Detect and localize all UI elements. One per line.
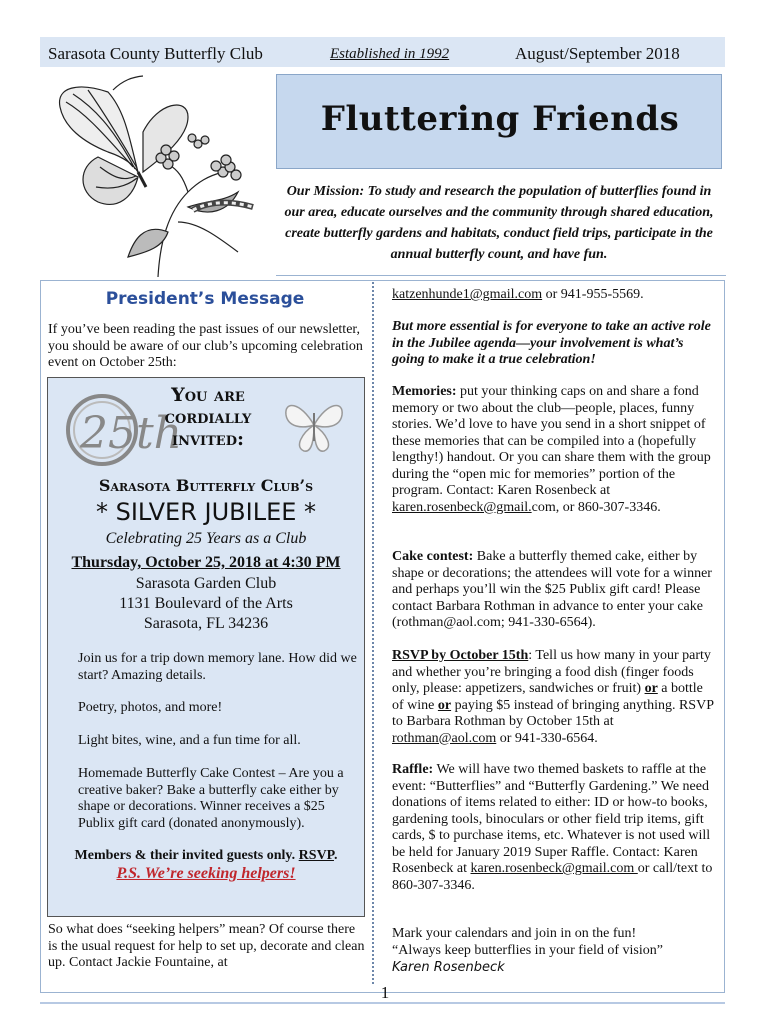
- club-jubilee-line: Sarasota Butterfly Club’s: [98, 476, 314, 495]
- rsvp-email-link[interactable]: rothman@aol.com: [392, 730, 497, 746]
- contact-email-link[interactable]: katzenhunde1@gmail.com: [392, 287, 543, 302]
- raffle-text: We will have two themed baskets to raffle at the event: “Butterflies” and “Butterfly Gardening.” We need donations of items related to either: ID or how-to books, gardening tools, binoculars or other field trip items, gift cards, $ to purchase items, etc. Whatever is not used will be held for January 2019 Super Raffle. Contact: Karen Rosenbeck at: [392, 762, 711, 876]
- cake-label: Cake contest:: [392, 549, 474, 564]
- rsvp-or-1: or: [644, 681, 658, 696]
- memories-tail: com, or 860-307-3346.: [531, 499, 661, 515]
- newsletter-title: Fluttering Friends: [320, 99, 680, 139]
- celebrating-line: Celebrating 25 Years as a Club: [105, 530, 307, 547]
- event-datetime: Thursday, October 25, 2018 at 4:30 PM: [71, 554, 341, 571]
- event-city: Sarasota, FL 34236: [143, 615, 269, 632]
- title-box: [276, 74, 722, 169]
- closing-line-1: Mark your calendars and join in on the fun!: [392, 926, 637, 941]
- seeking-helpers-note: P.S. We’re seeking helpers!: [116, 865, 296, 882]
- rsvp-link[interactable]: RSVP: [298, 848, 334, 863]
- established-note: Established in 1992: [330, 46, 450, 62]
- badge-text: 25th: [80, 408, 183, 459]
- rsvp-paragraph: [392, 648, 717, 747]
- club-name: Sarasota County Butterfly Club: [48, 44, 263, 63]
- contact-line: [392, 287, 717, 304]
- invite-paragraph-3: Light bites, wine, and a fun time for all.: [78, 733, 301, 748]
- rsvp-text-2: a bottle of wine: [392, 681, 703, 713]
- invite-paragraph-1: Join us for a trip down memory lane. How did we start? Amazing details.: [78, 651, 357, 683]
- raffle-paragraph: [392, 762, 717, 894]
- invite-heading: [128, 384, 288, 450]
- rsvp-label: RSVP by October 15th: [392, 648, 529, 663]
- invitation-box: [47, 377, 365, 917]
- silver-jubilee: * SILVER JUBILEE *: [95, 498, 317, 526]
- essential-paragraph: But more essential is for everyone to take an active role in the Jubilee agenda—your involvement is what’s going to make it a true celebration!: [392, 319, 711, 367]
- presidents-message-heading: President’s Message: [105, 289, 305, 309]
- rsvp-text-3: paying $5 instead of bringing anything. RSVP to Barbara Rothman by October 15th at: [392, 697, 714, 729]
- members-text: Members & their invited guests only.: [74, 848, 296, 863]
- invite-line-3: invited:: [171, 428, 244, 450]
- closing-quote: “Always keep butterflies in your field of vision”: [392, 943, 663, 958]
- invite-line-1: You are: [171, 384, 245, 406]
- memories-paragraph: [392, 384, 717, 516]
- rsvp-text-1: : Tell us how many in your party and whether you’re bringing a food dish (finger foods only, please: appetizers, sandwiches or fruit): [392, 648, 711, 696]
- cake-contest-paragraph: [392, 549, 717, 632]
- bottom-rule: [40, 1002, 725, 1004]
- rsvp-or-2: or: [437, 697, 452, 713]
- mission-statement: Our Mission: To study and research the population of butterflies found in our area, educate ourselves and the community through shared education, create butterfly gardens and habitats, conduct field trips, participate in the annual butterfly count, and have fun.: [284, 184, 714, 262]
- column-divider: [372, 282, 374, 984]
- butterfly-illustration: [38, 72, 270, 277]
- memories-email-link[interactable]: karen.rosenbeck@gmail.: [392, 499, 532, 515]
- event-address: 1131 Boulevard of the Arts: [119, 595, 293, 612]
- invite-line-2: cordially: [164, 406, 252, 428]
- contact-phone: or 941-955-5569.: [542, 287, 644, 302]
- butterfly-icon: [280, 393, 348, 457]
- event-venue: Sarasota Garden Club: [135, 575, 277, 592]
- cake-text: Bake a butterfly themed cake, either by shape or decorations; the attendees will vote for a winner and perhaps you’ll win the $25 Publix gift card! Please contact Barbara Rothman in advance to enter your cake (rothman@aol.com; 941-330-6564).: [392, 549, 712, 630]
- page-number: 1: [380, 983, 390, 1002]
- raffle-label: Raffle:: [392, 762, 434, 777]
- memories-text: put your thinking caps on and share a fond memory or two about the club—people, places, funny stories. We’d love to have you send in a short snippet of these memories that can be compiled into a (hopefully lengthy!) handout. Or you can share them with the group during the “open mic for memories” portion of the program. Contact: Karen Rosenbeck at: [392, 384, 711, 498]
- signature: Karen Rosenbeck: [392, 960, 505, 975]
- issue-date: August/September 2018: [515, 44, 680, 63]
- invite-paragraph-4: Homemade Butterfly Cake Contest – Are you a creative baker? Bake a butterfly cake either by shape or decorations. Winner receives a $25 Publix gift card (donated anonymously).: [78, 766, 344, 831]
- divider: [276, 275, 726, 276]
- memories-label: Memories:: [392, 384, 457, 399]
- members-only-line: Members & their invited guests only. RSVP.: [74, 848, 338, 863]
- raffle-tail: or call/text to 860-307-3346.: [392, 861, 713, 893]
- intro-paragraph: If you’ve been reading the past issues of our newsletter, you should be aware of our club’s upcoming celebration event on October 25th:: [48, 322, 363, 370]
- raffle-email-link[interactable]: karen.rosenbeck@gmail.com: [470, 861, 638, 876]
- outro-paragraph: So what does “seeking helpers” mean? Of course there is the usual request for help to set up, decorate and clean up. Contact Jackie Fountaine, at: [48, 922, 365, 970]
- invite-paragraph-2: Poetry, photos, and more!: [78, 700, 223, 715]
- rsvp-tail: or 941-330-6564.: [496, 730, 598, 746]
